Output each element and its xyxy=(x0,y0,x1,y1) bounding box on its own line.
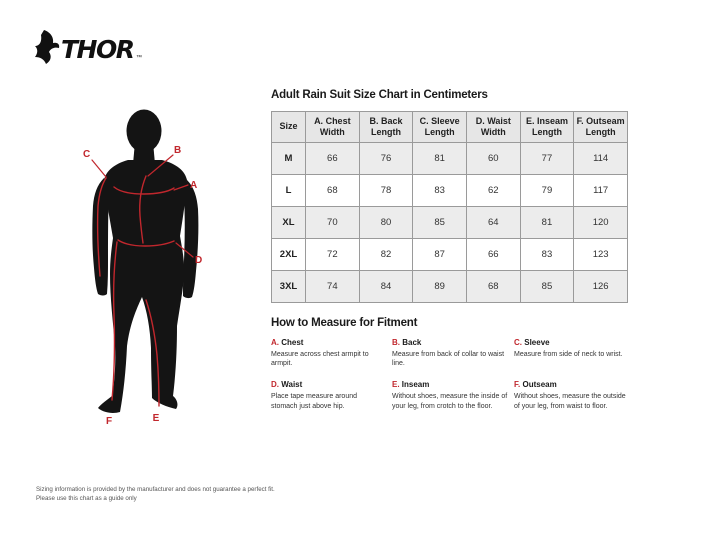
value-cell: 82 xyxy=(359,239,413,271)
figure-right-arm xyxy=(183,180,198,298)
size-chart-title: Adult Rain Suit Size Chart in Centimeters xyxy=(271,89,488,101)
thor-helmet-icon xyxy=(35,30,59,64)
value-cell: 89 xyxy=(413,271,467,303)
measure-item-desc: Measure across chest armpit to armpit. xyxy=(271,351,369,368)
value-cell: 84 xyxy=(359,271,413,303)
measure-item-desc: Measure from back of collar to waist line. xyxy=(392,351,505,368)
label-c-pointer xyxy=(92,160,106,177)
label-a: A xyxy=(190,180,198,191)
value-cell: 68 xyxy=(466,271,520,303)
measure-name: Inseam xyxy=(401,380,430,390)
value-cell: 60 xyxy=(466,143,520,175)
measure-letter: D. xyxy=(271,380,279,390)
measure-item-inseam xyxy=(392,380,514,410)
how-to-measure-section xyxy=(271,317,633,411)
value-cell: 79 xyxy=(520,175,574,207)
size-cell: 3XL xyxy=(272,271,306,303)
how-to-measure-title: How to Measure for Fitment xyxy=(271,317,418,329)
measure-name: Chest xyxy=(281,338,304,347)
disclaimer-line-1: Sizing information is provided by the manufacturer and does not guarantee a perfect fit. xyxy=(36,486,275,493)
column-header: A. Chest Width xyxy=(306,112,360,143)
value-cell: 87 xyxy=(413,239,467,271)
measure-letter: E. xyxy=(392,380,400,390)
label-d: D xyxy=(195,255,203,266)
value-cell: 81 xyxy=(413,143,467,175)
measure-item-desc: Measure from side of neck to wrist. xyxy=(514,351,623,358)
disclaimer-line-2: Please use this chart as a guide only xyxy=(36,494,137,502)
size-cell: L xyxy=(272,175,306,207)
value-cell: 126 xyxy=(574,271,628,303)
value-cell: 62 xyxy=(466,175,520,207)
measure-item-chest xyxy=(271,338,392,368)
size-cell: 2XL xyxy=(272,239,306,271)
value-cell: 83 xyxy=(520,239,574,271)
measure-item-label xyxy=(514,380,633,389)
value-cell: 114 xyxy=(574,143,628,175)
value-cell: 81 xyxy=(520,207,574,239)
figure-left-arm xyxy=(92,178,109,296)
size-chart-section xyxy=(271,89,628,303)
measure-name: Sleeve xyxy=(524,338,550,347)
figure-body xyxy=(98,160,187,413)
label-e: E xyxy=(152,413,160,424)
value-cell: 80 xyxy=(359,207,413,239)
label-f: F xyxy=(105,416,113,427)
size-cell: M xyxy=(272,143,306,175)
value-cell: 77 xyxy=(520,143,574,175)
thor-logo xyxy=(28,28,148,68)
value-cell: 64 xyxy=(466,207,520,239)
sizing-disclaimer xyxy=(36,486,275,504)
measure-name: Outseam xyxy=(522,380,557,390)
column-header: C. Sleeve Length xyxy=(413,112,467,143)
size-cell: XL xyxy=(272,207,306,239)
measure-item-desc: Without shoes, measure the outside of your leg, from waist to floor. xyxy=(514,393,626,410)
measure-grid xyxy=(271,338,633,411)
measure-name: Back xyxy=(402,338,422,347)
measure-item-label xyxy=(392,338,514,347)
size-table-body xyxy=(272,143,628,303)
table-row xyxy=(272,207,628,239)
value-cell: 70 xyxy=(306,207,360,239)
label-c: C xyxy=(83,149,91,160)
measure-letter: A. xyxy=(271,338,279,347)
measure-letter: B. xyxy=(392,338,400,347)
measure-item-desc: Without shoes, measure the inside of your leg, from crotch to the floor. xyxy=(392,393,508,410)
value-cell: 83 xyxy=(413,175,467,207)
thor-logo-trademark: ™ xyxy=(136,55,142,61)
value-cell: 66 xyxy=(466,239,520,271)
measure-letter: C. xyxy=(514,338,522,347)
value-cell: 85 xyxy=(413,207,467,239)
value-cell: 78 xyxy=(359,175,413,207)
label-b: B xyxy=(174,145,182,156)
table-row xyxy=(272,271,628,303)
value-cell: 117 xyxy=(574,175,628,207)
value-cell: 123 xyxy=(574,239,628,271)
column-header: Size xyxy=(272,112,306,143)
measure-item-sleeve xyxy=(514,338,633,368)
value-cell: 85 xyxy=(520,271,574,303)
measure-item-label xyxy=(392,380,514,389)
value-cell: 120 xyxy=(574,207,628,239)
measurement-figure xyxy=(40,100,240,445)
table-row xyxy=(272,239,628,271)
measure-name: Waist xyxy=(281,380,303,390)
measure-item-desc: Place tape measure around stomach just above hip. xyxy=(271,393,357,410)
column-header: E. Inseam Length xyxy=(520,112,574,143)
value-cell: 74 xyxy=(306,271,360,303)
value-cell: 68 xyxy=(306,175,360,207)
value-cell: 66 xyxy=(306,143,360,175)
table-row xyxy=(272,143,628,175)
measure-item-back xyxy=(392,338,514,368)
column-header: F. Outseam Length xyxy=(574,112,628,143)
measure-item-label xyxy=(271,338,392,347)
table-row xyxy=(272,175,628,207)
value-cell: 76 xyxy=(359,143,413,175)
value-cell: 72 xyxy=(306,239,360,271)
measure-letter: F. xyxy=(514,380,521,390)
column-header: B. Back Length xyxy=(359,112,413,143)
column-header: D. Waist Width xyxy=(466,112,520,143)
thor-logo-text: THOR xyxy=(61,35,134,64)
measure-item-outseam xyxy=(514,380,633,410)
size-table-header-row xyxy=(272,112,628,143)
measure-item-waist xyxy=(271,380,392,410)
size-table xyxy=(271,111,628,303)
measure-item-label xyxy=(514,338,633,347)
measure-item-label xyxy=(271,380,392,389)
